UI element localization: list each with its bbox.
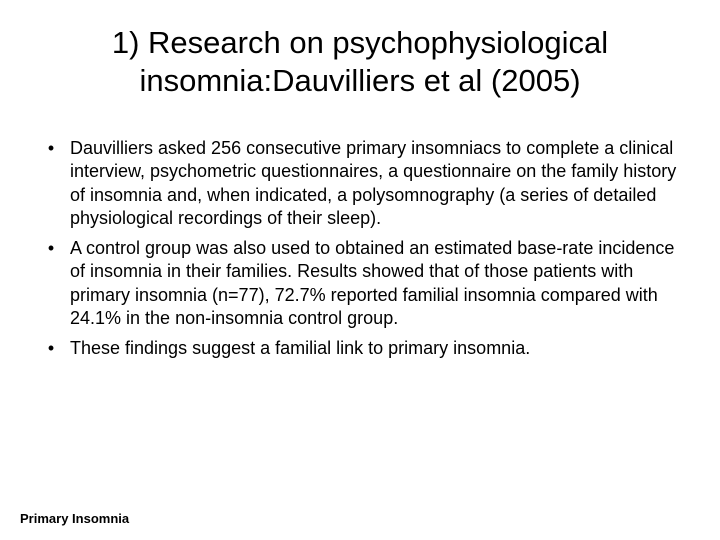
footer-label: Primary Insomnia [20,511,130,526]
bullet-text: A control group was also used to obtained an estimated base-rate incidence of insomnia in their families. Results showed that of those patients with primary insomnia (n=77), 72.7% reported familial insomnia compared with 24.1% in the non-insomnia control group. [70,238,675,329]
bullet-marker: • [47,338,55,359]
bullet-marker: • [47,138,55,158]
bullet-marker: • [47,238,55,259]
slide-title-line-2: insomnia:Dauvilliers et al (2005) [139,63,581,98]
slide-title-line-1: 1) Research on psychophysiological [111,25,609,60]
bullet-list [40,137,680,361]
bullet-item [40,237,680,330]
bullet-text: Dauvilliers asked 256 consecutive primary insomniacs to complete a clinical interview, psychometric questionnaires, a questionnaire on the family history of insomnia and, when indicated, a polysomnography (a series of detailed physiological recordings of their sleep). [70,138,677,228]
bullet-item [40,137,680,230]
bullet-item [40,337,680,360]
bullet-text: These findings suggest a familial link to primary insomnia. [70,338,531,359]
slide-title [36,24,684,100]
